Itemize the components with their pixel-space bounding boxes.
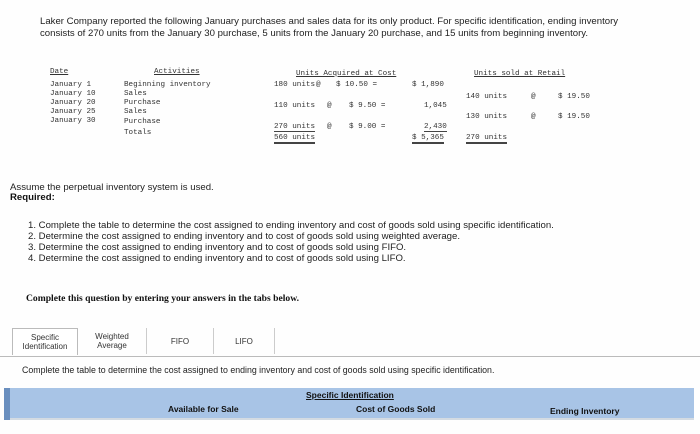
required-steps bbox=[28, 220, 648, 264]
tab-lifo[interactable] bbox=[214, 328, 275, 354]
ledger-acq-units: 270 units bbox=[274, 123, 316, 131]
ledger-sold-units: 140 units bbox=[466, 93, 508, 101]
tab-label: Specific bbox=[30, 333, 59, 342]
tab-label: FIFO bbox=[170, 336, 190, 346]
ledger-total-cost: $ 5,365 bbox=[412, 134, 444, 142]
ledger-date: January 1 bbox=[50, 81, 92, 89]
ledger-at: @ bbox=[316, 81, 321, 89]
tab-bar bbox=[12, 328, 275, 356]
ledger-activity: Purchase bbox=[124, 118, 161, 126]
ledger-acq-cost: $ 9.50 = bbox=[349, 102, 386, 110]
ledger-total-sold-units: 270 units bbox=[466, 134, 508, 142]
ledger-acq-units: 110 units bbox=[274, 102, 316, 110]
col-available-for-sale: Available for Sale bbox=[168, 404, 239, 414]
ledger-sold-at: @ bbox=[531, 93, 536, 101]
step-item: 4. Determine the cost assigned to ending inventory and to cost of goods sold using LIFO. bbox=[28, 253, 406, 264]
tab-divider bbox=[0, 356, 700, 357]
ledger-total: 2,430 bbox=[424, 123, 447, 131]
ledger-sold-at: @ bbox=[531, 113, 536, 121]
table-scroll-handle[interactable] bbox=[4, 388, 10, 420]
ledger-acq-units: 180 units bbox=[274, 81, 316, 89]
ledger-retail: $ 19.50 bbox=[558, 113, 590, 121]
ledger-date: January 10 bbox=[50, 90, 96, 98]
answer-table-header bbox=[10, 388, 694, 418]
ledger-activity: Sales bbox=[124, 90, 147, 98]
step-item: 2. Determine the cost assigned to ending inventory and to cost of goods sold using weighted average. bbox=[28, 231, 460, 242]
ledger-activity: Purchase bbox=[124, 99, 161, 107]
required-heading: Required: bbox=[10, 192, 55, 203]
purchase-sales-ledger bbox=[46, 68, 626, 164]
ledger-activity: Sales bbox=[124, 108, 147, 116]
ledger-activity: Beginning inventory bbox=[124, 81, 211, 89]
assumption-text: Assume the perpetual inventory system is used. bbox=[10, 182, 214, 193]
ledger-retail: $ 19.50 bbox=[558, 93, 590, 101]
header-units-acquired: Units Acquired at Cost bbox=[296, 70, 397, 78]
ledger-totals-label: Totals bbox=[124, 129, 152, 137]
tab-label: Average bbox=[97, 341, 127, 350]
group-header-specific-identification: Specific Identification bbox=[306, 390, 394, 400]
tab-specific-identification[interactable] bbox=[12, 328, 78, 355]
ledger-date: January 30 bbox=[50, 117, 96, 125]
header-activities: Activities bbox=[154, 68, 200, 76]
tab-label: LIFO bbox=[235, 336, 253, 346]
step-item: 1. Complete the table to determine the cost assigned to ending inventory and cost of goods sold using specific identification. bbox=[28, 220, 554, 231]
ledger-total-acq-units: 560 units bbox=[274, 134, 316, 142]
ledger-total: 1,045 bbox=[424, 102, 447, 110]
tab-weighted-average[interactable] bbox=[78, 328, 147, 354]
col-ending-inventory: Ending Inventory bbox=[550, 406, 620, 416]
ledger-date: January 25 bbox=[50, 108, 96, 116]
col-cost-of-goods-sold: Cost of Goods Sold bbox=[356, 404, 436, 414]
tab-label: Weighted bbox=[95, 332, 129, 341]
ledger-date: January 20 bbox=[50, 99, 96, 107]
ledger-at: @ bbox=[327, 102, 332, 110]
tab-instruction: Complete the table to determine the cost assigned to ending inventory and cost of goods sold using specific identification. bbox=[22, 365, 495, 375]
ledger-total: $ 1,890 bbox=[412, 81, 444, 89]
ledger-at: @ bbox=[327, 123, 332, 131]
ledger-acq-cost: $ 9.00 = bbox=[349, 123, 386, 131]
header-units-sold: Units sold at Retail bbox=[474, 70, 566, 78]
ledger-sold-units: 130 units bbox=[466, 113, 508, 121]
header-date: Date bbox=[50, 68, 69, 76]
tab-fifo[interactable] bbox=[147, 328, 214, 354]
ledger-acq-cost: $ 10.50 = bbox=[336, 81, 378, 89]
step-item: 3. Determine the cost assigned to ending inventory and to cost of goods sold using FIFO. bbox=[28, 242, 407, 253]
problem-intro: Laker Company reported the following January purchases and sales data for its only product. For specific identification, ending inventory consists of 270 units from the January 30 purchase, 5 units from the January 20 purchase, and 15 units from beginning inventory. bbox=[40, 16, 619, 39]
tab-label: Identification bbox=[22, 342, 68, 351]
complete-note: Complete this question by entering your answers in the tabs below. bbox=[26, 293, 299, 304]
